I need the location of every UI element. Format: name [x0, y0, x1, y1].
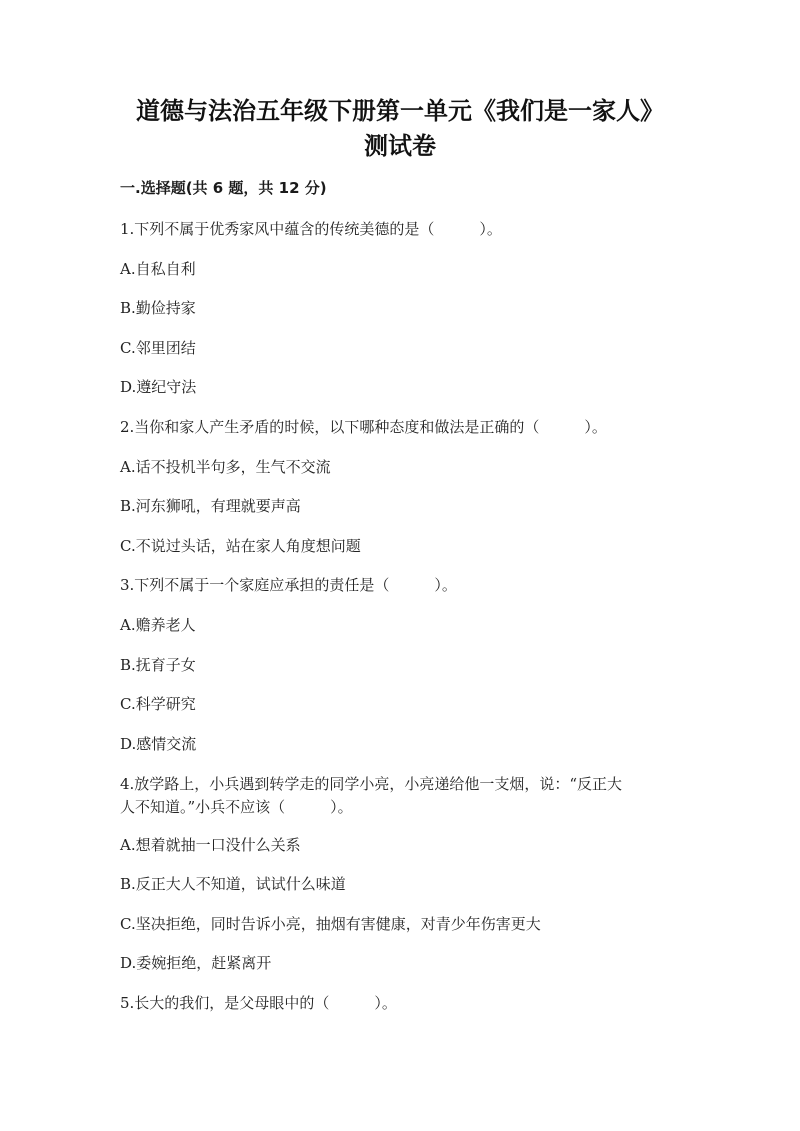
question-3-option-d: D.感情交流	[120, 735, 197, 753]
question-1-option-d: D.遵纪守法	[120, 378, 197, 396]
question-4-option-c: C.坚决拒绝，同时告诉小亮，抽烟有害健康，对青少年伤害更大	[120, 915, 541, 933]
page-title-continued: 测试卷	[364, 132, 436, 160]
question-1-option-b: B.勤俭持家	[120, 299, 196, 317]
question-3-option-c: C.科学研究	[120, 695, 196, 713]
question-2-option-c: C.不说过头话，站在家人角度想问题	[120, 537, 361, 555]
question-1-option-a: A.自私自利	[120, 260, 196, 278]
question-3-option-b: B.抚育子女	[120, 656, 196, 674]
question-2-option-a: A.话不投机半句多，生气不交流	[120, 458, 331, 476]
question-2-option-b: B.河东狮吼，有理就要声高	[120, 497, 301, 515]
page-title: 道德与法治五年级下册第一单元《我们是一家人》	[136, 97, 664, 125]
question-3-stem: 3.下列不属于一个家庭应承担的责任是（ ）。	[120, 576, 457, 594]
question-1-option-c: C.邻里团结	[120, 339, 196, 357]
question-4-option-d: D.委婉拒绝，赶紧离开	[120, 954, 272, 972]
section-heading: 一.选择题(共 6 题，共 12 分)	[120, 179, 327, 197]
question-1-stem: 1.下列不属于优秀家风中蕴含的传统美德的是（ ）。	[120, 220, 502, 238]
question-4-stem-continued: 人不知道。”小兵不应该（ ）。	[120, 798, 353, 816]
question-4-option-b: B.反正大人不知道，试试什么味道	[120, 875, 346, 893]
question-2-stem: 2.当你和家人产生矛盾的时候，以下哪种态度和做法是正确的（ ）。	[120, 418, 607, 436]
question-4-stem: 4.放学路上，小兵遇到转学走的同学小亮，小亮递给他一支烟，说：“反正大	[120, 775, 622, 793]
question-5-stem: 5.长大的我们，是父母眼中的（ ）。	[120, 994, 397, 1012]
question-3-option-a: A.赡养老人	[120, 616, 196, 634]
question-4-option-a: A.想着就抽一口没什么关系	[120, 836, 301, 854]
